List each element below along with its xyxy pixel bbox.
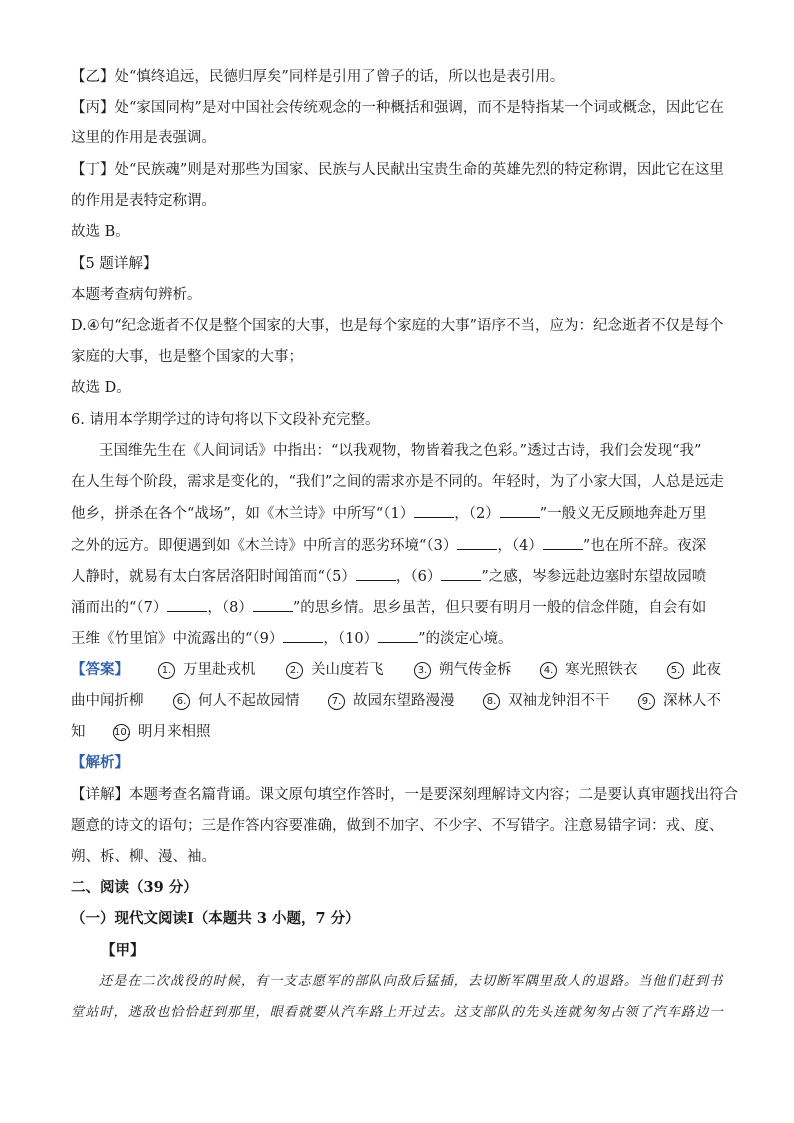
answer-item xyxy=(173,691,300,711)
number-badge: 1. xyxy=(158,662,175,679)
answer-text: 寒光照铁衣 xyxy=(565,662,638,678)
answer-text: 此夜 xyxy=(692,662,721,678)
text-line: 故选 B。 xyxy=(71,224,130,240)
answer-item xyxy=(667,660,721,680)
analysis-line xyxy=(71,785,738,805)
number-badge: 4. xyxy=(540,662,557,679)
blank-3 xyxy=(457,535,497,550)
number-badge: 10. xyxy=(113,724,130,741)
passage-text: ，（2） xyxy=(454,506,500,522)
passage-text: 人静时，就易有太白客居洛阳时闻笛而“（5） xyxy=(71,569,356,585)
number-badge: 9. xyxy=(638,693,655,710)
passage-line xyxy=(71,628,513,649)
passage-text: ”也在所不辞。夜深 xyxy=(582,538,707,554)
passage-text: ”之感，岑参远赴边塞时东望故园喷 xyxy=(481,569,707,585)
passage-line: 还是在二次战役的时候，有一支志愿军的部队向敌后猛插，去切断军隅里敌人的退路。当他们赶到书 xyxy=(99,974,724,989)
text-line: 【乙】处“慎终追远，民德归厚矣”同样是引用了曾子的话，所以也是表引用。 xyxy=(71,69,565,85)
blank-2 xyxy=(500,503,540,518)
text-line: 【丁】处“民族魂”则是对那些为国家、民族与人民献出宝贵生命的英雄先烈的特定称谓，因此它在这里 xyxy=(71,162,724,178)
number-badge: 6. xyxy=(173,693,190,710)
answer-text: 双袖龙钟泪不干 xyxy=(508,693,610,709)
blank-8 xyxy=(253,597,293,612)
text-line: 的作用是表特定称谓。 xyxy=(71,193,216,209)
text-line: 【丙】处“家国同构”是对中国社会传统观念的一种概括和强调，而不是特指某一个词或概念，因此它在 xyxy=(71,100,724,116)
number-badge: 5. xyxy=(667,662,684,679)
text-line: 故选 D。 xyxy=(71,380,131,396)
passage-label: 【甲】 xyxy=(101,942,145,959)
blank-1 xyxy=(414,503,454,518)
answer-item: 曲中闻折柳 xyxy=(71,693,144,709)
answer-item xyxy=(286,660,384,680)
passage-line: 王国维先生在《人间词话》中指出：“以我观物，物皆着我之色彩。”透过古诗，我们会发现“我” xyxy=(99,443,702,459)
question-6-prompt: 6. 请用本学期学过的诗句将以下文段补充完整。 xyxy=(71,412,380,428)
passage-line: 在人生每个阶段，需求是变化的，“我们”之间的需求亦是不同的。年轻时，为了小家大国，人总是远走 xyxy=(71,474,724,490)
answer-item xyxy=(113,722,211,742)
passage-text: ，（4） xyxy=(497,538,543,554)
passage-text: 他乡，拼杀在各个“战场”，如《木兰诗》中所写“（1） xyxy=(71,506,415,522)
text-line: 本题考查病句辨析。 xyxy=(71,287,202,303)
number-badge: 7. xyxy=(328,693,345,710)
analysis-label: 【解析】 xyxy=(71,754,129,771)
answer-text: 朔气传金柝 xyxy=(439,662,512,678)
passage-text: 王维《竹里馆》中流露出的“（9） xyxy=(71,631,284,647)
text-line: 家庭的大事，也是整个国家的大事； xyxy=(71,349,303,365)
number-badge: 8. xyxy=(483,693,500,710)
number-badge: 2. xyxy=(286,662,303,679)
passage-line xyxy=(71,597,706,618)
blank-9 xyxy=(283,628,323,643)
subsection-title: （一）现代文阅读Ⅰ（本题共 3 小题，7 分） xyxy=(71,910,360,927)
text-line: 这里的作用是表强调。 xyxy=(71,130,216,146)
passage-text: ”一般义无反顾地奔赴万里 xyxy=(539,506,707,522)
passage-line xyxy=(71,535,706,556)
analysis-line: 题意的诗文的语句；三是作答内容要准确，做到不加字、不少字、不写错字。注意易错字词：戎、度、 xyxy=(71,818,724,834)
blank-4 xyxy=(543,535,583,550)
passage-text: 涌而出的“（7） xyxy=(71,600,168,616)
passage-line xyxy=(71,503,707,524)
detail-label: 【详解】 xyxy=(71,787,129,803)
blank-5 xyxy=(356,566,396,581)
passage-text: ”的思乡情。思乡虽苦，但只要有明月一般的信念伴随，自会有如 xyxy=(292,600,707,616)
blank-6 xyxy=(441,566,481,581)
analysis-line: 朔、柝、柳、漫、袖。 xyxy=(71,849,216,865)
answer-item xyxy=(483,691,610,711)
section-title: 二、阅读（39 分） xyxy=(71,879,198,896)
answer-text: 明月来相照 xyxy=(138,724,211,740)
answer-text: 深林人不 xyxy=(663,693,721,709)
passage-line: 堂站时，逃敌也恰恰赶到那里，眼看就要从汽车路上开过去。这支部队的先头连就匆匆占领了汽车路边一 xyxy=(71,1005,724,1020)
passage-text: 之外的远方。即便遇到如《木兰诗》中所言的恶劣环境“（3） xyxy=(71,538,458,554)
answer-text: 万里赴戎机 xyxy=(183,662,256,678)
answer-item xyxy=(328,691,455,711)
passage-text: ，（8） xyxy=(207,600,253,616)
answer-text: 故园东望路漫漫 xyxy=(353,693,455,709)
passage-text: ”的淡定心境。 xyxy=(418,631,513,647)
answer-label: 【答案】 xyxy=(71,661,129,678)
answer-item xyxy=(414,660,512,680)
passage-text: ，（6） xyxy=(395,569,442,585)
answer-item xyxy=(540,660,638,680)
answer-item xyxy=(158,660,256,680)
analysis-text: 本题考查名篇背诵。课文原句填空作答时，一是要深刻理解诗文内容；二是要认真审题找出符合 xyxy=(129,787,738,803)
blank-10 xyxy=(378,628,418,643)
text-line: D.④句“纪念逝者不仅是整个国家的大事，也是每个家庭的大事”语序不当，应为：纪念逝者不仅是每个 xyxy=(71,318,724,334)
question-5-detail-heading: 【5 题详解】 xyxy=(71,256,158,272)
blank-7 xyxy=(167,597,207,612)
passage-text: ，（10） xyxy=(323,631,379,647)
passage-line xyxy=(71,566,706,587)
answer-item: 知 xyxy=(71,724,86,740)
number-badge: 3. xyxy=(414,662,431,679)
answer-text: 何人不起故园情 xyxy=(198,693,300,709)
answer-item xyxy=(638,691,721,711)
answer-text: 关山度若飞 xyxy=(311,662,384,678)
